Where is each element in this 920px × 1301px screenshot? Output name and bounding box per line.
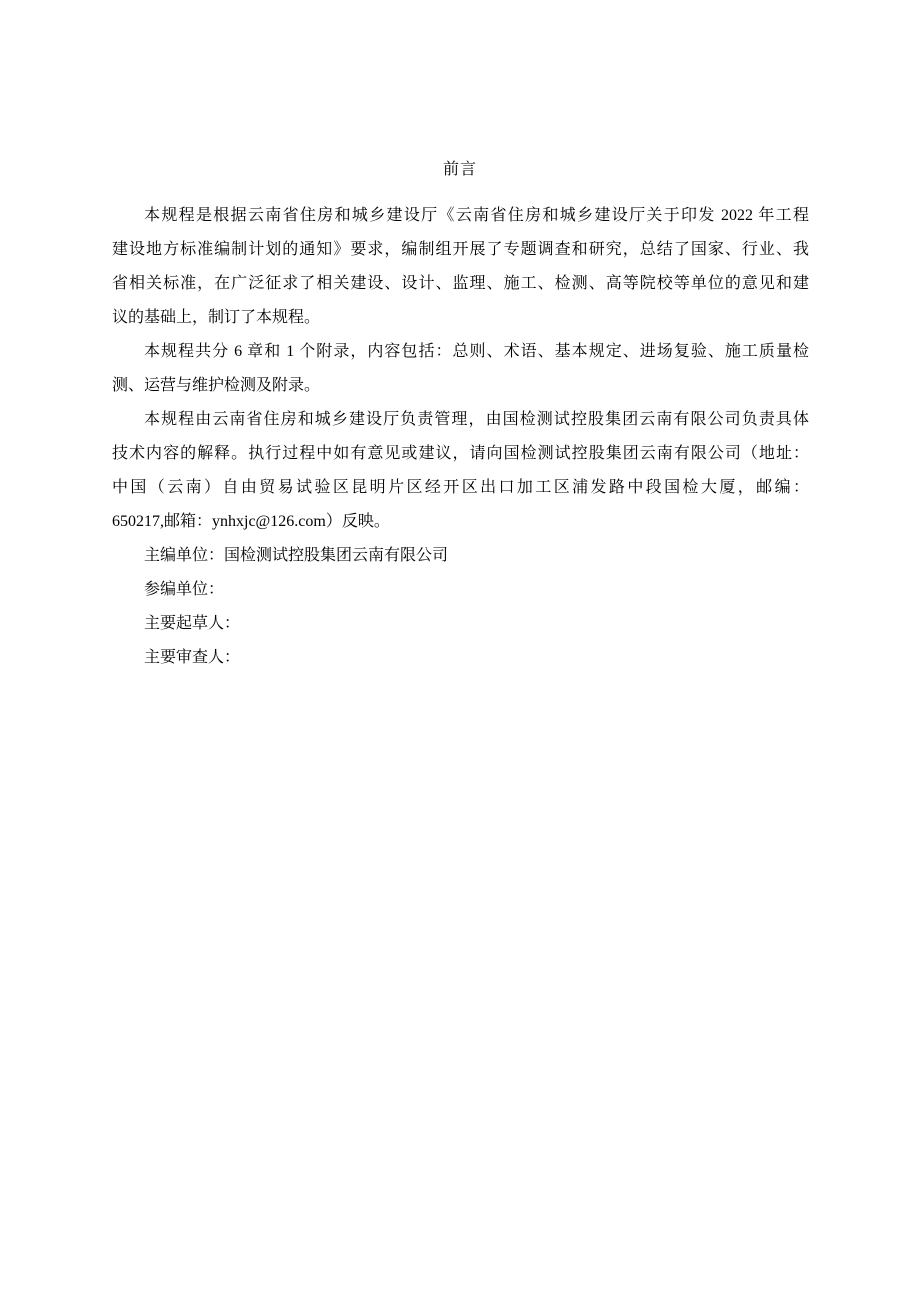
paragraph-compilation-basis xyxy=(112,199,809,335)
paragraph-line: 技术内容的解释。执行过程中如有意见或建议，请向国检测试控股集团云南有限公司（地址： xyxy=(112,445,809,462)
participating-units: 参编单位： xyxy=(144,581,225,598)
paragraph-line: 测、运营与维护检测及附录。 xyxy=(112,377,321,394)
main-reviewers: 主要审查人： xyxy=(144,649,241,666)
paragraph-line: 建设地方标准编制计划的通知》要求，编制组开展了专题调查和研究，总结了国家、行业、我 xyxy=(112,241,809,258)
page-title: 前言 xyxy=(442,161,477,178)
paragraph-line: 本规程是根据云南省住房和城乡建设厅《云南省住房和城乡建设厅关于印发 2022 年工程 xyxy=(144,207,809,224)
paragraph-management-contact xyxy=(112,403,809,539)
paragraph-line: 本规程共分 6 章和 1 个附录，内容包括：总则、术语、基本规定、进场复验、施工质量检 xyxy=(144,343,809,360)
paragraph-line: 议的基础上，制订了本规程。 xyxy=(112,309,321,326)
paragraph-line: 650217,邮箱：ynhxjc@126.com）反映。 xyxy=(112,513,390,530)
paragraph-contents-overview xyxy=(112,335,809,403)
main-drafters: 主要起草人： xyxy=(144,615,241,632)
document-body xyxy=(112,199,809,675)
paragraph-line: 中国（云南）自由贸易试验区昆明片区经开区出口加工区浦发路中段国检大厦，邮编： xyxy=(112,479,809,496)
chief-editing-unit: 主编单位：国检测试控股集团云南有限公司 xyxy=(144,547,449,564)
paragraph-line: 本规程由云南省住房和城乡建设厅负责管理，由国检测试控股集团云南有限公司负责具体 xyxy=(144,411,809,428)
paragraph-line: 省相关标准，在广泛征求了相关建设、设计、监理、施工、检测、高等院校等单位的意见和建 xyxy=(112,275,809,292)
